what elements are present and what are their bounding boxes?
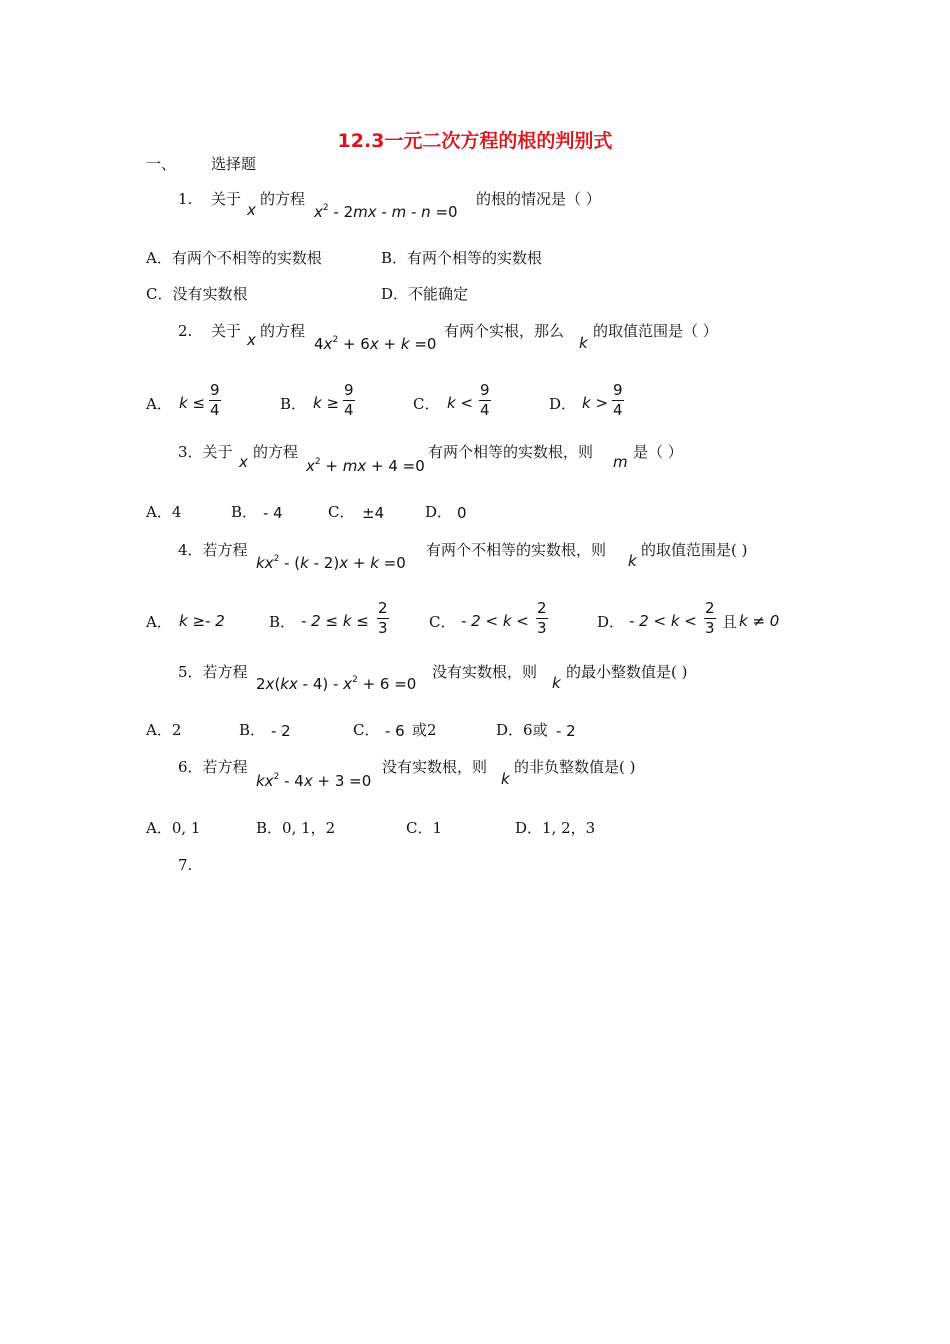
q4-option-d-denominator: 3 [705,619,715,637]
q5-option-d-label: D．6或 [496,721,548,739]
q3-option-a: A．4 [146,503,182,521]
q1-number: 1. [178,190,193,208]
q6-variable-k: k [501,770,510,788]
q2-option-c-numerator: 9 [480,381,490,399]
q1-equation: $x^2 - 2mx - m - n =0$ [314,203,458,221]
q2-option-a-label: A． [146,395,172,413]
q4-option-b-fraction [377,601,389,636]
q2-option-c-relation: k < [447,394,474,412]
q2-option-d-label: D． [549,395,577,413]
q5-variable-k: k [552,674,561,692]
q5-option-a: A．2 [146,721,182,739]
q4-option-c-fraction [536,601,548,636]
q2-text-mid: 的方程 [260,322,306,340]
q4-option-b-label: B． [269,613,296,631]
q3-text-mid: 的方程 [253,443,299,461]
q2-option-a-numerator: 9 [210,381,220,399]
q6-option-d: D．1, 2，3 [515,819,596,837]
q4-option-d-fraction [704,601,716,636]
page-title: 12.3一元二次方程的根的判别式 [337,130,613,152]
q2-option-d-numerator: 9 [613,381,623,399]
q4-text-post1: 有两个不相等的实数根，则 [426,541,607,559]
q2-number: 2. [178,322,193,340]
q2-option-d-relation: k > [582,394,609,412]
q1-option-c: C．没有实数根 [146,285,248,303]
q2-option-a-fraction [209,383,221,418]
q3-option-d-label: D． [425,503,453,521]
q5-option-c-label: C． [353,721,380,739]
q5-option-d-value: - 2 [556,722,576,740]
q3-equation: $x^2$ + mx + 4 =0 [306,457,425,475]
q6-text-post1: 没有实数根，则 [382,758,488,776]
q4-text-post2: 的取值范围是( ) [641,541,748,559]
q4-option-d-label: D． [597,613,625,631]
q6-option-c: C．1 [406,819,443,837]
q2-option-d-fraction [612,383,624,418]
q5-option-c-value: - 6 [385,722,405,740]
q2-option-b-numerator: 9 [344,381,354,399]
q3-text-pre: 3．关于 [178,443,233,461]
q5-text-post2: 的最小整数值是( ) [566,663,688,681]
q5-text-post1: 没有实数根，则 [432,663,538,681]
q2-variable: x [247,331,256,349]
q1-option-b: B．有两个相等的实数根 [381,249,543,267]
section-label: 选择题 [211,155,257,173]
q3-option-c-label: C． [328,503,355,521]
q6-option-a: A．0, 1 [146,819,201,837]
q2-option-a-relation: k ≤ [179,394,206,412]
q2-option-a-denominator: 4 [210,401,220,419]
q4-option-c-denominator: 3 [537,619,547,637]
q1-text-mid: 的方程 [260,190,306,208]
q4-equation: $kx^2 - (k - 2)x + k =0$ [256,554,406,572]
section-number: 一、 [146,155,177,173]
q1-option-d: D．不能确定 [381,285,469,303]
q2-text-post1: 有两个实根，那么 [444,322,565,340]
q4-option-a-value: k ≥- 2 [179,612,225,630]
q4-option-c-numerator: 2 [537,599,547,617]
q4-option-d-relation: - 2 < k < [629,612,697,630]
q2-equation: $4x^2 + 6x + k =0$ [314,335,437,353]
q2-option-b-relation: k ≥ [313,394,340,412]
q6-equation: $kx^2 - 4x + 3 =0$ [256,772,372,790]
q5-option-b-label: B． [239,721,266,739]
q3-text-post2: 是（ ） [633,443,683,461]
q3-option-d-value: 0 [457,504,467,522]
q4-option-b-relation: - 2 ≤ k ≤ [301,612,369,630]
q2-option-b-denominator: 4 [344,401,354,419]
q2-text-pre: 关于 [211,322,242,340]
q1-text-pre: 关于 [211,190,242,208]
q5-text-pre: 5．若方程 [178,663,248,681]
q1-option-a: A．有两个不相等的实数根 [146,249,322,267]
q2-variable-k: k [579,334,588,352]
q2-option-d-denominator: 4 [613,401,623,419]
q3-text-post1: 有两个相等的实数根，则 [428,443,594,461]
q1-variable: x [247,201,256,219]
q6-text-pre: 6．若方程 [178,758,248,776]
q5-option-c-post: 或2 [412,721,437,739]
q4-text-pre: 4．若方程 [178,541,248,559]
q3-option-c-value: ±4 [362,504,385,522]
q2-text-post2: 的取值范围是（ ） [593,322,718,340]
q2-option-c-denominator: 4 [480,401,490,419]
q4-option-b-numerator: 2 [378,599,388,617]
q4-variable-k: k [628,552,637,570]
q5-equation: $2x(kx - 4) - x^2 + 6 =0$ [256,675,417,693]
q2-option-b-fraction [343,383,355,418]
q1-text-post: 的根的情况是（ ） [476,190,601,208]
q7-number: 7. [178,856,193,874]
q4-option-d-numerator: 2 [705,599,715,617]
q3-option-b-label: B． [231,503,258,521]
q3-variable: x [239,453,248,471]
q3-option-b-value: - 4 [263,504,283,522]
q4-option-d-and: 且 [722,613,738,631]
q4-option-b-denominator: 3 [378,619,388,637]
q2-option-c-fraction [479,383,491,418]
q2-option-b-label: B． [280,395,307,413]
q5-option-b-value: - 2 [271,722,291,740]
q6-option-b: B．0, 1，2 [256,819,336,837]
q4-option-c-relation: - 2 < k < [461,612,529,630]
q3-variable-m: m [613,453,628,471]
q6-text-post2: 的非负整数值是( ) [514,758,636,776]
q4-option-d-condition: k ≠ 0 [739,612,780,630]
q2-option-c-label: C． [413,395,440,413]
q4-option-c-label: C． [429,613,456,631]
q4-option-a-label: A． [146,613,172,631]
